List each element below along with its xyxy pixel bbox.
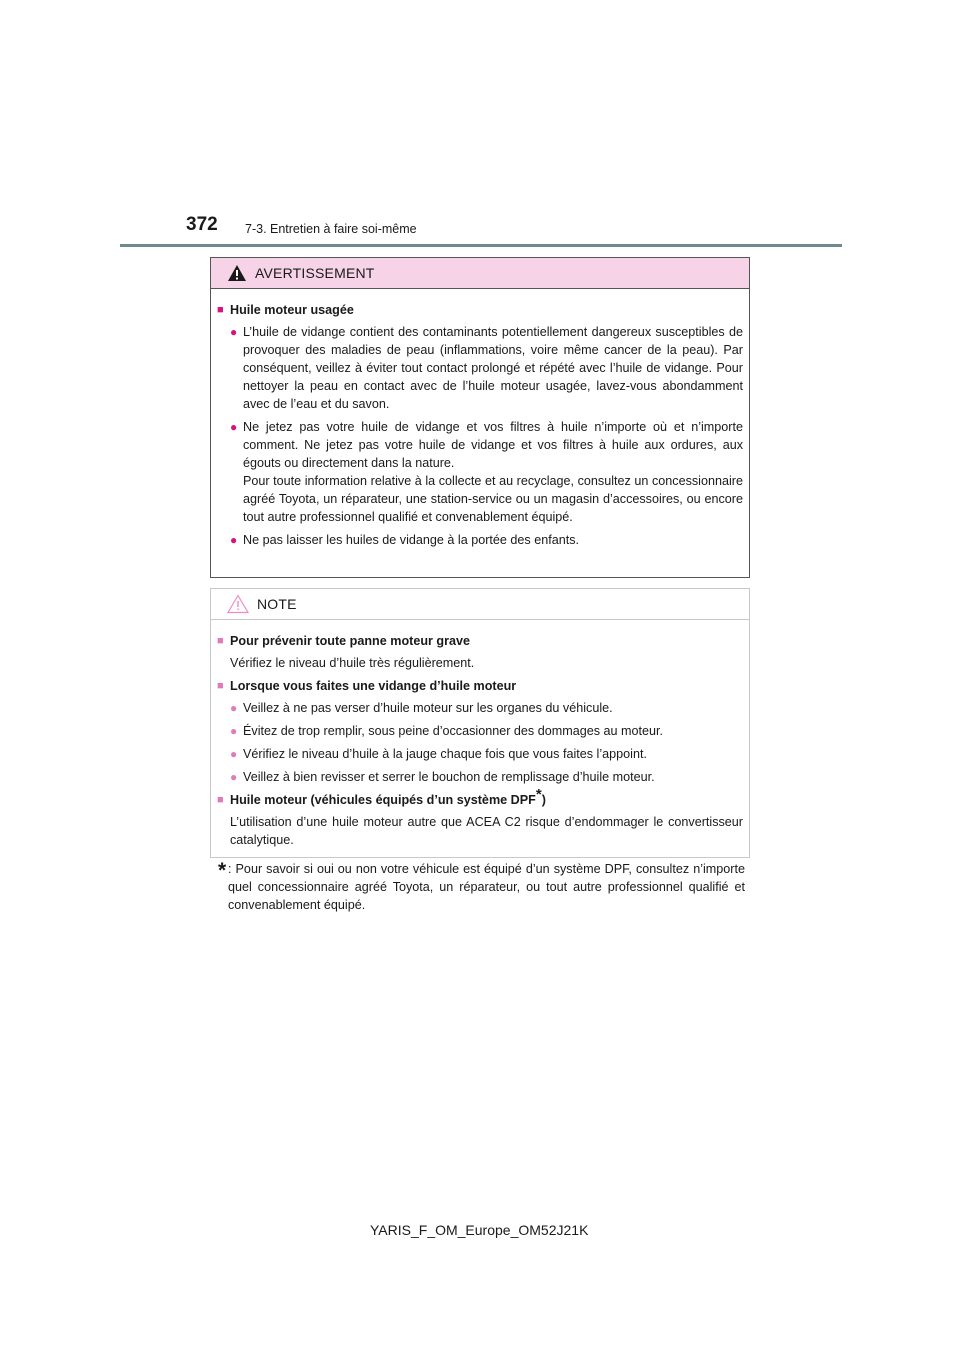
square-bullet-icon: ■ [217,635,224,647]
bullet-text: L’huile de vidange contient des contaminants potentiellement dangereux susceptibles de provoquer des maladies de peau (inflammations, voire même cancer de la peau). Par conséquent, veillez à éviter tout contact prolongé et répété avec l’huile de vidange. Pour nettoyer la peau en contact avec de l’huile moteur usagée, lavez-vous abondamment avec de l’eau et du savon. [243,325,743,411]
dot-bullet-icon: ● [230,724,238,738]
footnote-reference: * [535,785,542,803]
square-bullet-icon: ■ [217,304,224,316]
dot-bullet-icon: ● [230,701,238,715]
bullet-text-part: Pour toute information relative à la collecte et au recyclage, consultez un concessionnaire agréé Toyota, un réparateur, une station-service ou un magasin d’accessoires, ou encore tout autre professionnel qualifié et convenablement équipé. [243,474,743,524]
warning-triangle-icon [227,264,247,282]
footnote [218,860,745,914]
list-item [230,745,743,763]
note-heading [217,785,743,809]
heading-text: Lorsque vous faites une vidange d’huile moteur [230,679,517,693]
heading-text-part: Huile moteur (véhicules équipés d’un système DPF [230,793,536,807]
note-body [211,620,749,849]
bullet-text-part: Ne jetez pas votre huile de vidange et vos filtres à huile n’importe où et n’importe comment. Ne jetez pas votre huile de vidange et vos filtres à huile aux ordures, aux égouts ou directement dans la nature. [243,420,743,470]
doc-code: YARIS_F_OM_Europe_OM52J21K [370,1222,589,1238]
section-title: 7-3. Entretien à faire soi-même [245,222,417,236]
note-heading [217,677,743,695]
dot-bullet-icon: ● [230,325,238,339]
list-item [230,531,743,549]
heading-text [230,785,546,809]
bullet-text: Veillez à ne pas verser d’huile moteur sur les organes du véhicule. [243,701,613,715]
page-number: 372 [186,214,218,235]
footnote-text: : Pour savoir si oui ou non votre véhicule est équipé d’un système DPF, consultez n’importe quel concessionnaire agréé Toyota, un réparateur, ou tout autre professionnel qualifié et convenablement équipé. [228,862,745,912]
list-item [230,768,743,786]
warning-header [211,258,749,289]
square-bullet-icon: ■ [217,794,224,806]
caution-triangle-outline-icon [227,594,249,614]
list-item [230,418,743,526]
note-header [211,589,749,620]
footnote-mark: * [218,859,227,882]
warning-label: AVERTISSEMENT [255,265,375,281]
dot-bullet-icon: ● [230,533,238,547]
paragraph: L’utilisation d’une huile moteur autre que ACEA C2 risque d’endommager le convertisseur catalytique. [230,815,743,847]
header-rule [120,244,842,247]
square-bullet-icon: ■ [217,680,224,692]
bullet-text: Ne pas laisser les huiles de vidange à la portée des enfants. [243,533,580,547]
list-item [230,323,743,413]
note-heading [217,632,743,650]
warning-body [211,289,749,549]
bullet-text [243,418,743,526]
dot-bullet-icon: ● [230,747,238,761]
note-box [210,588,750,858]
note-label: NOTE [257,596,297,612]
dot-bullet-icon: ● [230,770,238,784]
heading-text: Pour prévenir toute panne moteur grave [230,634,471,648]
heading-text-part: ) [541,793,546,807]
list-item [230,699,743,717]
dot-bullet-icon: ● [230,420,238,434]
warning-heading [217,301,743,319]
bullet-text: Évitez de trop remplir, sous peine d’occasionner des dommages au moteur. [243,724,664,738]
list-item [230,722,743,740]
bullet-text: Vérifiez le niveau d’huile à la jauge chaque fois que vous faites l’appoint. [243,747,647,761]
warning-box [210,257,750,578]
heading-text: Huile moteur usagée [230,303,354,317]
paragraph: Vérifiez le niveau d’huile très régulièrement. [230,656,475,670]
bullet-text: Veillez à bien revisser et serrer le bouchon de remplissage d’huile moteur. [243,770,655,784]
